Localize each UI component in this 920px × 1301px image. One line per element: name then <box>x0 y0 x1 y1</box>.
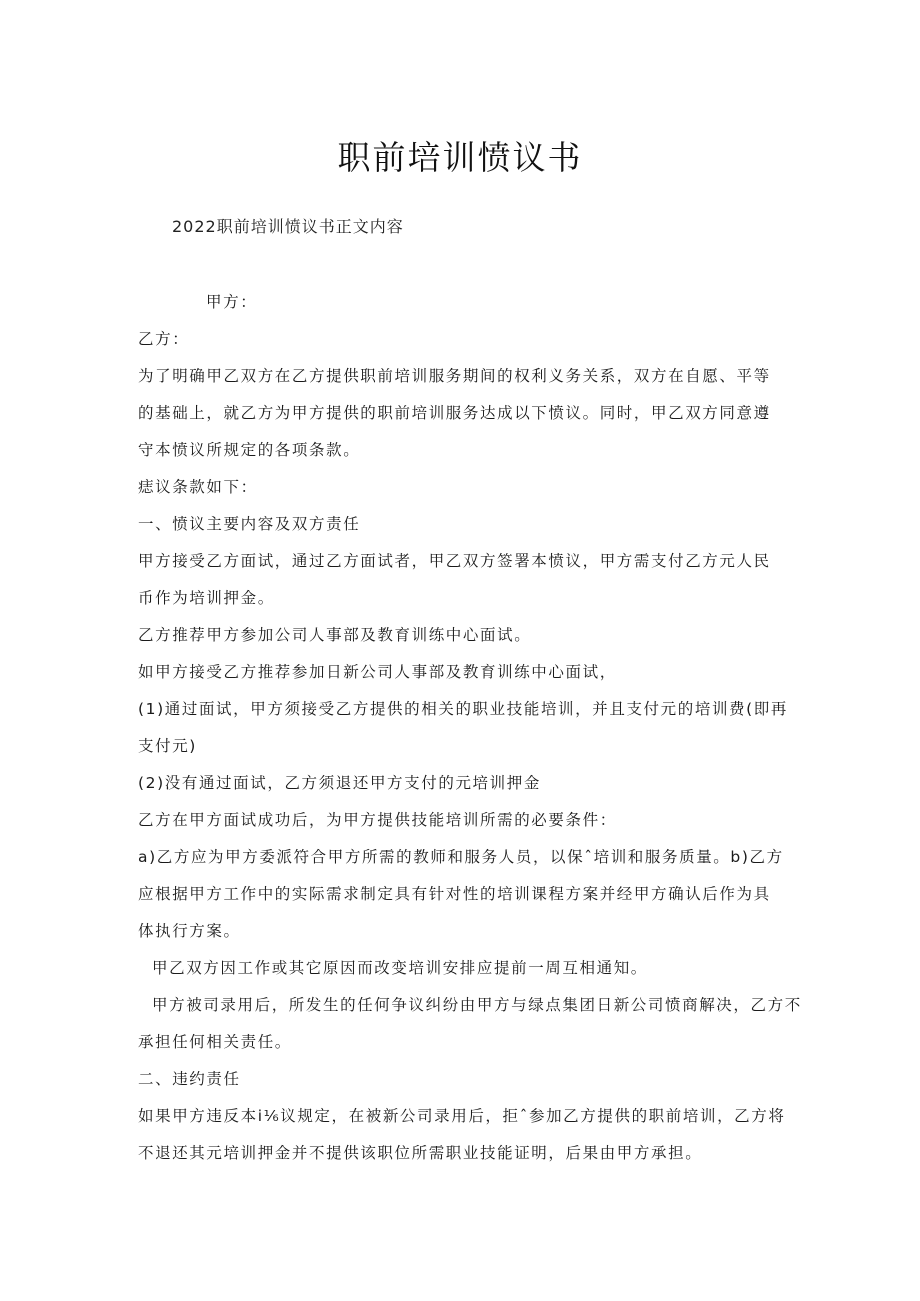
document-subtitle: 2022职前培训愤议书正文内容 <box>172 217 404 236</box>
body-line: 不退还其元培训押金并不提供该职位所需职业技能证明，后果由甲方承担。 <box>138 1144 703 1162</box>
body-line: 应根据甲方工作中的实际需求制定具有针对性的培训课程方案并经甲方确认后作为具 <box>138 885 771 903</box>
body-line: 币作为培训押金。 <box>138 589 275 607</box>
body-line: 支付元) <box>138 737 197 755</box>
body-line: 的基础上，就乙方为甲方提供的职前培训服务达成以下愤议。同时，甲乙双方同意遵 <box>138 404 771 422</box>
body-line: 甲方被司录用后，所发生的任何争议纠纷由甲方与绿点集团日新公司愤商解决，乙方不 <box>152 996 802 1014</box>
section-heading: 一、愤议主要内容及双方责任 <box>138 515 361 533</box>
document-body <box>138 284 802 1172</box>
body-line: 守本愤议所规定的各项条款。 <box>138 441 361 459</box>
clauses-heading: 痣议条款如下： <box>138 478 258 496</box>
party-a-line: 甲方： <box>206 293 258 311</box>
body-line: 甲方接受乙方面试，通过乙方面试者，甲乙双方签署本愤议，甲方需支付乙方元人民 <box>138 552 771 570</box>
section-heading: 二、违约责任 <box>138 1070 241 1088</box>
body-line: 甲乙双方因工作或其它原因而改变培训安排应提前一周互相通知。 <box>152 959 648 977</box>
document-title: 职前培训愤议书 <box>337 138 583 177</box>
body-line: 为了明确甲乙双方在乙方提供职前培训服务期间的权利义务关系，双方在自愿、平等 <box>138 367 771 385</box>
body-line: 如果甲方违反本i⅙议规定，在被新公司录用后，拒ˆ参加乙方提供的职前培训，乙方将 <box>138 1107 786 1125</box>
party-b-line: 乙方： <box>138 330 190 348</box>
body-line: (2)没有通过面试，乙方须退还甲方支付的元培训押金 <box>138 774 541 792</box>
body-line: 乙方推荐甲方参加公司人事部及教育训练中心面试。 <box>138 626 532 644</box>
body-line: (1)通过面试，甲方须接受乙方提供的相关的职业技能培训，并且支付元的培训费(即再 <box>138 700 789 718</box>
body-line: 体执行方案。 <box>138 922 241 940</box>
body-line: 如甲方接受乙方推荐参加日新公司人事部及教育训练中心面试， <box>138 663 617 681</box>
body-line: 乙方在甲方面试成功后，为甲方提供技能培训所需的必要条件： <box>138 811 617 829</box>
body-line: 承担任何相关责任。 <box>138 1033 292 1051</box>
body-line: a)乙方应为甲方委派符合甲方所需的教师和服务人员，以保ˆ培训和服务质量。b)乙方 <box>138 848 784 866</box>
